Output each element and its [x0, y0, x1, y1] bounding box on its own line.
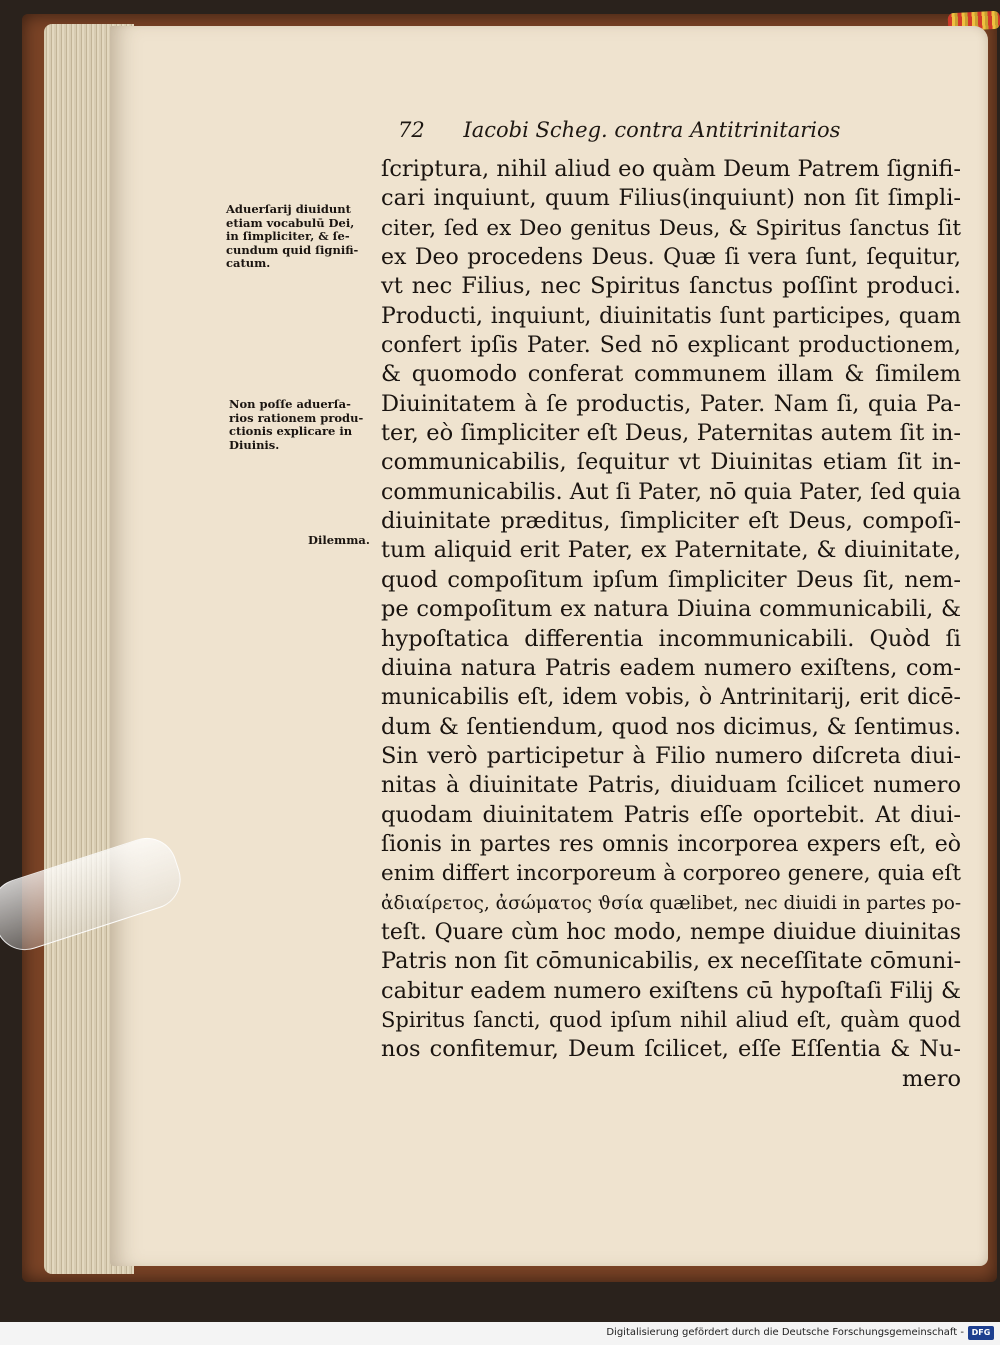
running-header [398, 118, 858, 142]
marginal-note-line: Non poſſe aduerſa- [229, 397, 351, 411]
text-line: nos confitemur, Deum ſcilicet, eſſe Eſſentia & Nu- [381, 1036, 961, 1063]
text-line: ter, eò ſimpliciter eſt Deus, Paternitas autem ſit in- [381, 420, 961, 447]
marginal-note [229, 398, 363, 452]
text-line: communicabilis. Aut ſi Pater, nō quia Pater, ſed quia [381, 479, 961, 505]
text-line: quodam diuinitatem Patris eſſe oportebit. At diui- [381, 801, 961, 828]
marginal-note-line: etiam vocabulū Dei, [226, 215, 355, 230]
text-line: pe compoſitum ex natura Diuina communicabili, & [381, 596, 961, 623]
marginal-note-line: cundum quid ſignifi- [226, 242, 359, 257]
marginal-note [308, 534, 370, 548]
text-line: Sin verò participetur à Filio numero diſcreta diui- [381, 742, 961, 769]
text-line: & quomodo conferat communem illam & ſimilem [381, 361, 961, 388]
marginal-note-line: rios rationem produ- [229, 410, 364, 425]
text-line: diuina natura Patris eadem numero exiſtens, com- [381, 654, 961, 681]
marginal-note-line: ctionis explicare in [229, 424, 353, 438]
marginal-note-line: in ſimpliciter, & ſe- [226, 229, 350, 243]
text-line: communicabilis, ſequitur vt Diuinitas etiam ſit in- [381, 449, 961, 476]
text-line: teſt. Quare cùm hoc modo, nempe diuidue diuinitas [381, 919, 961, 945]
catchword: mero [902, 1065, 961, 1092]
text-line: Patris non ſit cōmunicabilis, ex neceſſitate cōmuni- [381, 948, 962, 975]
text-line: quod compoſitum ipſum ſimpliciter Deus ſit, nem- [381, 566, 961, 593]
funding-credit: Digitalisierung gefördert durch die Deutsche Forschungsgemeinschaft - [606, 1327, 964, 1338]
text-line: Producti, inquiunt, diuinitatis ſunt participes, quam [381, 303, 961, 329]
marginal-note-line: Aduerſarij diuidunt [226, 202, 351, 216]
text-line: hypoſtatica differentia incommunicabili. Quòd ſi [381, 625, 961, 652]
dfg-logo: DFG [968, 1326, 994, 1340]
text-line: tum aliquid erit Pater, ex Paternitate, & diuinitate, [381, 537, 961, 564]
text-line: citer, ſed ex Deo genitus Deus, & Spiritus ſanctus ſit [381, 215, 961, 241]
text-line: Spiritus ſancti, quod ipſum nihil aliud eſt, quàm quod [381, 1007, 961, 1032]
text-line: enim differt incorporeum à corporeo genere, quia eſt [381, 861, 961, 887]
marginal-note [226, 203, 358, 271]
page-number: 72 [398, 118, 425, 142]
footer-bar [0, 1322, 1000, 1345]
text-line: vt nec Filius, nec Spiritus ſanctus poſſint produci. [381, 273, 961, 300]
text-line: ſionis in partes res omnis incorporea expers eſt, eò [381, 831, 961, 857]
marginal-note-line: Dilemma. [308, 533, 370, 547]
text-line: Diuinitatem à ſe productis, Pater. Nam ſi, quia Pa- [381, 390, 961, 417]
text-line: nitas à diuinitate Patris, diuiduam ſcilicet numero [381, 772, 961, 799]
text-line: municabilis eſt, idem vobis, ò Antrinitarij, erit dicē- [381, 685, 961, 711]
running-head-title: Iacobi Scheg. contra Antitrinitarios [463, 118, 841, 142]
text-line: ſcriptura, nihil aliud eo quàm Deum Patrem ſignifi- [381, 156, 961, 182]
text-line: dum & ſentiendum, quod nos dicimus, & ſentimus. [381, 713, 961, 740]
text-line: ἀδιαίρετος, ἀσώματος ϑσία quælibet, nec diuidi in partes po- [381, 892, 962, 914]
text-line: diuinitate præditus, ſimpliciter eſt Deus, compoſi- [381, 508, 961, 535]
marginal-note-line: catum. [226, 256, 271, 270]
text-line: cari inquiunt, quum Filius(inquiunt) non ſit ſimpli- [381, 185, 961, 212]
text-line: confert ipſis Pater. Sed nō explicant productionem, [381, 333, 961, 359]
text-line: cabitur eadem numero exiſtens cū hypoſtaſi Filij & [381, 977, 961, 1004]
text-line: ex Deo procedens Deus. Quæ ſi vera ſunt, ſequitur, [381, 245, 961, 271]
marginal-note-line: Diuinis. [229, 437, 280, 452]
body-text [381, 155, 961, 1094]
